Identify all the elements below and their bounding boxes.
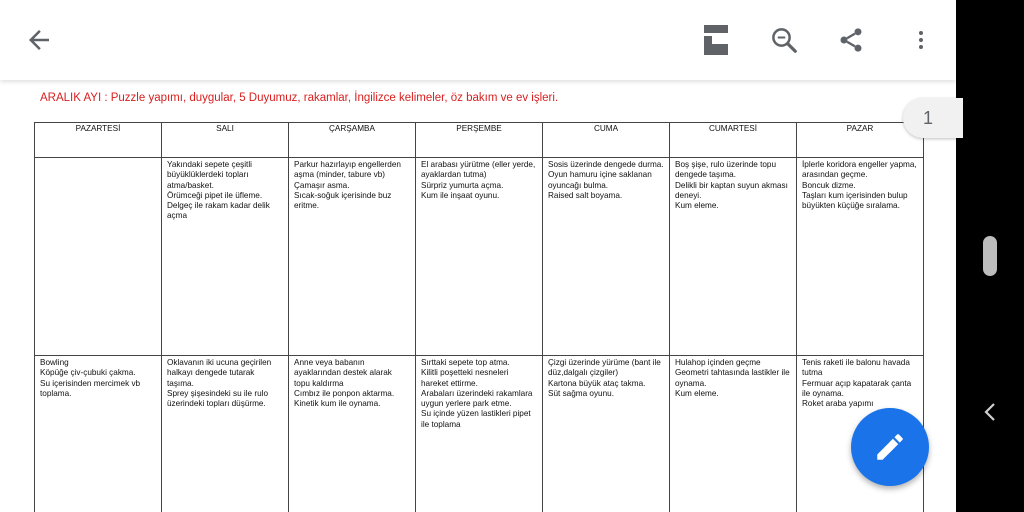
activity-text: Sırttaki sepete top atma. (421, 358, 510, 367)
activity-text: Geometri tahtasında lastikler ile oynama. (675, 368, 790, 388)
table-cell (289, 356, 416, 512)
page-number-indicator: 1 (903, 98, 963, 138)
document-outline-icon (703, 25, 729, 55)
activity-text: Su içerisinden mercimek vb toplama. (40, 378, 141, 398)
activity-text: İplerle koridora engeller yapma, arasından geçme. (802, 160, 917, 180)
activity-text: Boncuk dizme. (802, 180, 856, 190)
table-cell (289, 158, 416, 356)
activity-text: Örümceği pipet ile üfleme. (167, 190, 263, 200)
activity-text: Anne veya babanın ayaklarından destek alarak topu kaldırma (294, 358, 392, 388)
activity-text: Taşları kum içerisinden bulup büyükten küçüğe sıralama. (802, 190, 908, 211)
day-header: PAZARTESİ (35, 123, 162, 158)
table-cell (416, 356, 543, 512)
chevron-left-icon (982, 402, 998, 422)
day-header: PERŞEMBE (416, 123, 543, 158)
edit-pencil-icon (873, 430, 907, 464)
activity-text: Tenis raketi ile balonu havada tutma (802, 358, 910, 378)
activity-text: Su içinde yüzen lastikleri pipet ile toplama (421, 409, 531, 429)
activity-text: Boş şişe, rulo üzerinde topu dengede taşıma. (675, 160, 777, 180)
back-button[interactable] (17, 18, 61, 62)
activity-text: Delikli bir kaptan suyun akması deneyi. (675, 180, 788, 200)
activity-text: Kum ile inşaat oyunu. (421, 190, 500, 200)
activity-text: Çamaşır asma. (294, 180, 350, 190)
activity-text: Hulahop içinden geçme (675, 358, 761, 367)
edit-fab-button[interactable] (851, 408, 929, 486)
activity-text: Roket araba yapımı (802, 399, 874, 409)
top-app-bar (0, 0, 956, 80)
table-cell (35, 158, 162, 356)
day-header: SALI (162, 123, 289, 158)
table-cell (416, 158, 543, 356)
table-cell (162, 356, 289, 512)
activity-text: Bowling (40, 358, 69, 367)
activity-text: Sprey şişesindeki su ile rulo üzerindeki topları düşürme. (167, 388, 269, 409)
activity-text: Çizgi üzerinde yürüme (bant ile düz,dalgalı çizgiler) (548, 358, 661, 378)
table-row (35, 356, 924, 512)
day-header: CUMA (543, 123, 670, 158)
activity-text: Oyun hamuru içine saklanan oyuncağı bulma. (548, 170, 652, 190)
day-header: ÇARŞAMBA (289, 123, 416, 158)
table-header-row (35, 123, 924, 158)
activity-text: Kartona büyük ataç takma. (548, 378, 646, 388)
activity-text: Süt sağma oyunu. (548, 388, 614, 398)
activity-text: Sosis üzerinde dengede durma. (548, 160, 664, 169)
activity-text: Raised salt boyama. (548, 190, 623, 200)
activity-text: Fermuar açıp kapatarak çanta ile oynama. (802, 378, 912, 398)
activity-text: El arabası yürütme (eller yerde, ayaklardan tutma) (421, 160, 536, 180)
table-row (35, 158, 924, 356)
scrollbar-thumb[interactable] (983, 236, 997, 276)
activity-text: Kilitli poşetteki nesneleri hareket ettirme. (421, 368, 509, 388)
activity-text: Yakındaki sepete çeşitli büyüklüklerdeki topları atma/basket. (167, 160, 252, 190)
document-page (0, 82, 956, 512)
activity-text: Sürpriz yumurta açma. (421, 180, 504, 190)
share-button[interactable] (829, 18, 873, 62)
search-zoom-icon (769, 25, 799, 55)
activity-text: Kinetik kum ile oynama. (294, 399, 381, 409)
activity-text: Kum eleme. (675, 388, 719, 398)
table-cell (543, 158, 670, 356)
activity-text: Kum eleme. (675, 201, 719, 211)
table-cell (35, 356, 162, 512)
table-cell (670, 158, 797, 356)
document-outline-button[interactable] (694, 18, 738, 62)
table-cell (670, 356, 797, 512)
table-cell (543, 356, 670, 512)
table-cell (162, 158, 289, 356)
system-back-button[interactable] (976, 398, 1004, 426)
day-header: CUMARTESİ (670, 123, 797, 158)
more-options-button[interactable] (899, 18, 943, 62)
activity-text: Cımbız ile ponpon aktarma. (294, 388, 395, 398)
day-header: PAZAR (797, 123, 924, 158)
share-icon (837, 26, 865, 54)
activity-text: Oklavanın iki ucuna geçirilen halkayı dengede tutarak taşıma. (167, 358, 272, 388)
activity-table (34, 122, 924, 512)
activity-text: Köpüğe çiv-çubuki çakma. (40, 368, 136, 378)
activity-text: Sıcak-soğuk içerisinde buz eritme. (294, 190, 392, 211)
table-cell (797, 158, 924, 356)
more-vert-icon (909, 26, 933, 54)
activity-text: Delgeç ile rakam kadar delik açma (167, 201, 270, 221)
activity-text: Arabaları üzerindeki rakamlara uygun yerlere park etme. (421, 388, 533, 409)
back-arrow-icon (24, 25, 54, 55)
document-heading: ARALIK AYI : Puzzle yapımı, duygular, 5 Duyumuz, rakamlar, İngilizce kelimeler, öz bakım ve ev işleri. (40, 92, 559, 104)
search-button[interactable] (762, 18, 806, 62)
activity-text: Parkur hazırlayıp engellerden aşma (minder, tabure vb) (294, 160, 401, 180)
